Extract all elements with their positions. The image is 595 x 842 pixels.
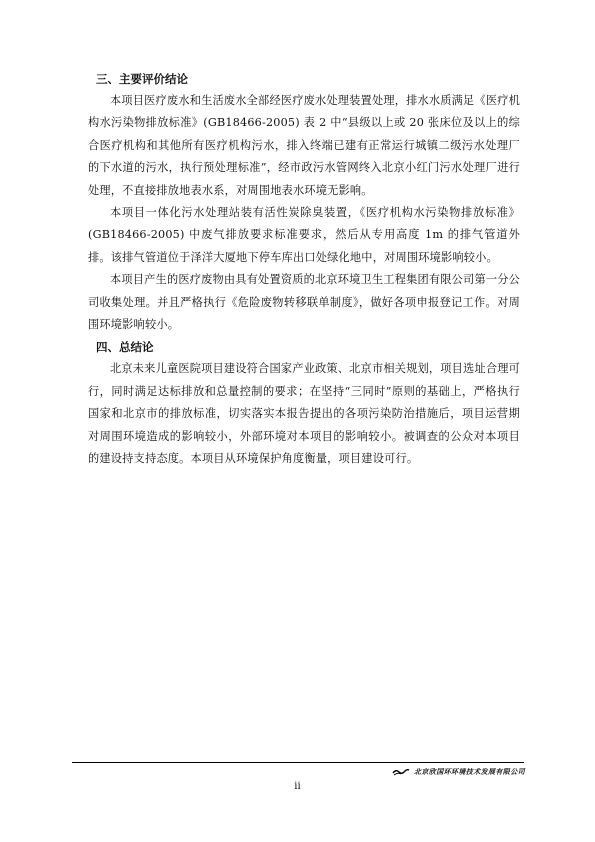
footer-divider	[72, 762, 524, 763]
footer-company	[392, 767, 525, 777]
page-number: ii	[294, 781, 301, 792]
paragraph-medical-waste: 本项目产生的医疗废物由具有处置资质的北京环境卫生工程集团有限公司第一分公司收集处理。并且严格执行《危险废物转移联单制度》，做好各项申报登记工作。对周围环境影响较小。	[88, 273, 520, 332]
section-heading-summary: 四、总结论	[96, 340, 154, 355]
section-heading-conclusions: 三、主要评价结论	[96, 72, 188, 86]
paragraph-summary: 北京未来儿童医院项目建设符合国家产业政策、北京市相关规划，项目选址合理可行，同时满足达标排放和总量控制的要求；在坚持“三同时”原则的基础上，严格执行国家和北京市的排放标准，切实落实本报告提出的各项污染防治措施后，项目运营期对周围环境造成的影响较小，外部环境对本项目的影响较小。被调查的公众对本项目的建设持支持态度。本项目从环境保护角度衡量，项目建设可行。	[88, 362, 520, 466]
document-body	[88, 68, 520, 471]
paragraph-exhaust: 本项目一体化污水处理站装有活性炭除臭装置，《医疗机构水污染物排放标准》(GB18466-2005) 中废气排放要求标准要求，然后从专用高度 1m 的排气管道外排。该排气管道位于泽洋大厦地下停车库出口处绿化地中，对周围环境影响较小。	[88, 206, 520, 264]
company-name: 北京欣国环环境技术发展有限公司	[414, 768, 525, 776]
company-logo-icon	[392, 768, 410, 776]
paragraph-wastewater: 本项目医疗废水和生活废水全部经医疗废水处理装置处理，排水水质满足《医疗机构水污染物排放标准》(GB18466-2005) 表 2 中“县级以上或 20 张床位及以上的综合医疗机构和其他所有医疗机构污水，排入终端已建有正常运行城镇二级污水处理厂的下水道的污水，执行预处理标准”，经市政污水管网终入北京小红门污水处理厂进行处理，不直接排放地表水系，对周围地表水环境无影响。	[88, 94, 520, 197]
